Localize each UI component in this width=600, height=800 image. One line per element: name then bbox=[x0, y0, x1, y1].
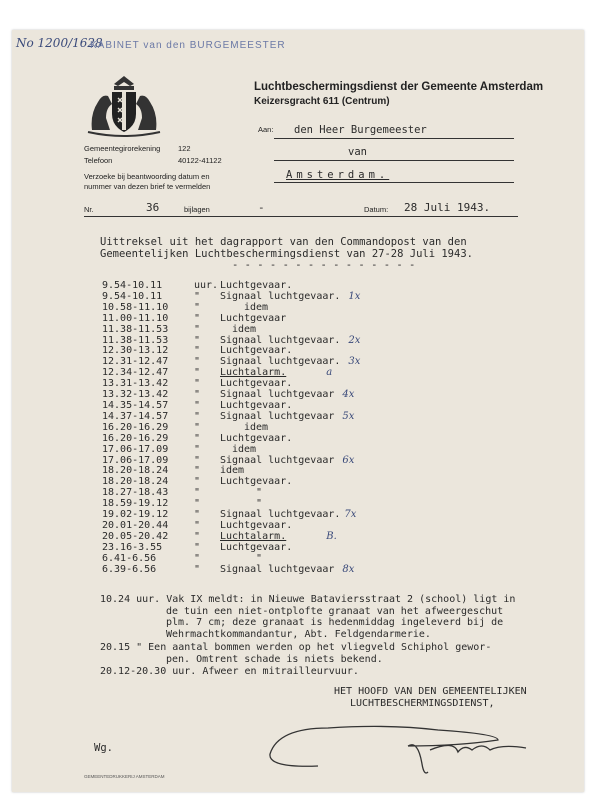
table-row: 20.05-20.42 " Luchtalarm. B. bbox=[102, 530, 337, 542]
date-label: Datum: bbox=[364, 205, 389, 214]
giro-number: 122 bbox=[178, 144, 191, 153]
phone-label: Telefoon bbox=[84, 156, 113, 165]
signatory-line-1: HET HOOFD VAN DEN GEMEENTELIJKEN bbox=[334, 686, 527, 697]
table-row: 12.31-12.47 " Signaal luchtgevaar. 3x bbox=[102, 356, 361, 368]
number-label: Nr. bbox=[84, 205, 94, 214]
reply-request-line-1: Verzoeke bij beantwoording datum en bbox=[84, 172, 210, 181]
table-row: 11.38-11.53 " Signaal luchtgevaar. 2x bbox=[102, 334, 361, 346]
address-rule-3 bbox=[274, 182, 514, 183]
table-row: 17.06-17.09 " Signaal luchtgevaar 6x bbox=[102, 454, 355, 466]
wg-label: Wg. bbox=[94, 742, 113, 754]
to-label: Aan: bbox=[258, 125, 274, 134]
table-row: 12.34-12.47 " Luchtalarm. a bbox=[102, 367, 333, 379]
table-row: 12.30-13.12 " Luchtgevaar. bbox=[102, 345, 293, 357]
organization-name: Luchtbeschermingsdienst der Gemeente Amsterdam bbox=[254, 81, 544, 93]
address-rule-1 bbox=[274, 138, 514, 139]
table-row: 6.39-6.56 " Signaal luchtgevaar 8x bbox=[102, 563, 355, 575]
table-row: 19.02-19.12 " Signaal luchtgevaar. 7x bbox=[102, 509, 357, 521]
registration-number: No 1200/1628 bbox=[16, 36, 103, 50]
addressee-name: den Heer Burgemeester bbox=[294, 124, 427, 136]
table-row: 20.01-20.44 " Luchtgevaar. bbox=[102, 519, 293, 531]
log-table bbox=[102, 281, 360, 575]
note-3: 20.12-20.30 uur. Afweer en mitrailleurvuur. bbox=[100, 666, 359, 677]
table-row: 11.38-11.53 " idem bbox=[102, 323, 257, 335]
table-row: 16.20-16.29 " idem bbox=[102, 421, 269, 433]
phone-number: 40122-41122 bbox=[178, 156, 222, 165]
attachments-label: bijlagen bbox=[184, 205, 210, 214]
table-row: 11.00-11.10 " Luchtgevaar bbox=[102, 312, 287, 324]
table-row: 23.16-3.55 " Luchtgevaar. bbox=[102, 541, 293, 553]
handwritten-signature-icon bbox=[258, 710, 558, 782]
note-1: 10.24 uur. Vak IX meldt: in Nieuwe Bataviersstraat 2 (school) ligt in de tuin een niet-ontplofte granaat van het afweergeschut plm. 7 cm; deze granaat is hedenmiddag ingeleverd bij de Wehrmachtkommandantur, Abt. Feldgendarmerie. bbox=[100, 594, 516, 640]
attachments-value: - bbox=[258, 201, 265, 214]
table-row: 10.58-11.10 " idem bbox=[102, 301, 269, 313]
table-row: 13.31-13.42 " Luchtgevaar. bbox=[102, 378, 293, 390]
table-row: 18.20-18.24 " idem bbox=[102, 465, 245, 477]
organization-address: Keizersgracht 611 (Centrum) bbox=[254, 96, 390, 107]
reference-rule bbox=[84, 216, 518, 217]
reply-request-line-2: nummer van dezen brief te vermelden bbox=[84, 182, 211, 191]
amsterdam-coat-of-arms-icon bbox=[84, 74, 164, 140]
table-row: 13.32-13.42 " Signaal luchtgevaar 4x bbox=[102, 389, 355, 401]
table-row: 16.20-16.29 " Luchtgevaar. bbox=[102, 432, 293, 444]
cabinet-stamp: KABINET van den BURGEMEESTER bbox=[90, 40, 286, 51]
table-row: 9.54-10.11 " Signaal luchtgevaar. 1x bbox=[102, 290, 361, 302]
table-row: 14.35-14.57 " Luchtgevaar. bbox=[102, 399, 293, 411]
table-row: 18.59-19.12 " " bbox=[102, 498, 263, 510]
table-row: 17.06-17.09 " idem bbox=[102, 443, 257, 455]
excerpt-heading-line-2: Gemeentelijken Luchtbeschermingsdienst van 27-28 Juli 1943. bbox=[100, 248, 473, 260]
heading-underline: - - - - - - - - - - - - - - - bbox=[232, 259, 416, 271]
giro-label: Gemeentegirorekening bbox=[84, 144, 161, 153]
note-2: 20.15 " Een aantal bommen werden op het vliegveld Schiphol gewor- pen. Omtrent schade is niets bekend. bbox=[100, 642, 492, 665]
letter-date: 28 Juli 1943. bbox=[404, 201, 491, 214]
table-row: 6.41-6.56 " " bbox=[102, 552, 263, 564]
printer-mark: GEMEENTEDRUKKERIJ AMSTERDAM bbox=[84, 774, 165, 779]
table-row: 14.37-14.57 " Signaal luchtgevaar 5x bbox=[102, 410, 355, 422]
signatory-line-2: LUCHTBESCHERMINGSDIENST, bbox=[350, 698, 495, 709]
addressee-van: van bbox=[348, 146, 367, 158]
letter-sheet bbox=[12, 30, 584, 792]
table-row: 9.54-10.11 uur. Luchtgevaar. bbox=[102, 280, 293, 291]
addressee-city: Amsterdam. bbox=[286, 169, 390, 181]
table-row: 18.20-18.24 " Luchtgevaar. bbox=[102, 476, 293, 488]
letter-number: 36 bbox=[146, 201, 160, 214]
table-row: 18.27-18.43 " " bbox=[102, 487, 263, 499]
excerpt-heading-line-1: Uittreksel uit het dagrapport van den Commandopost van den bbox=[100, 236, 467, 248]
address-rule-2 bbox=[274, 160, 514, 161]
